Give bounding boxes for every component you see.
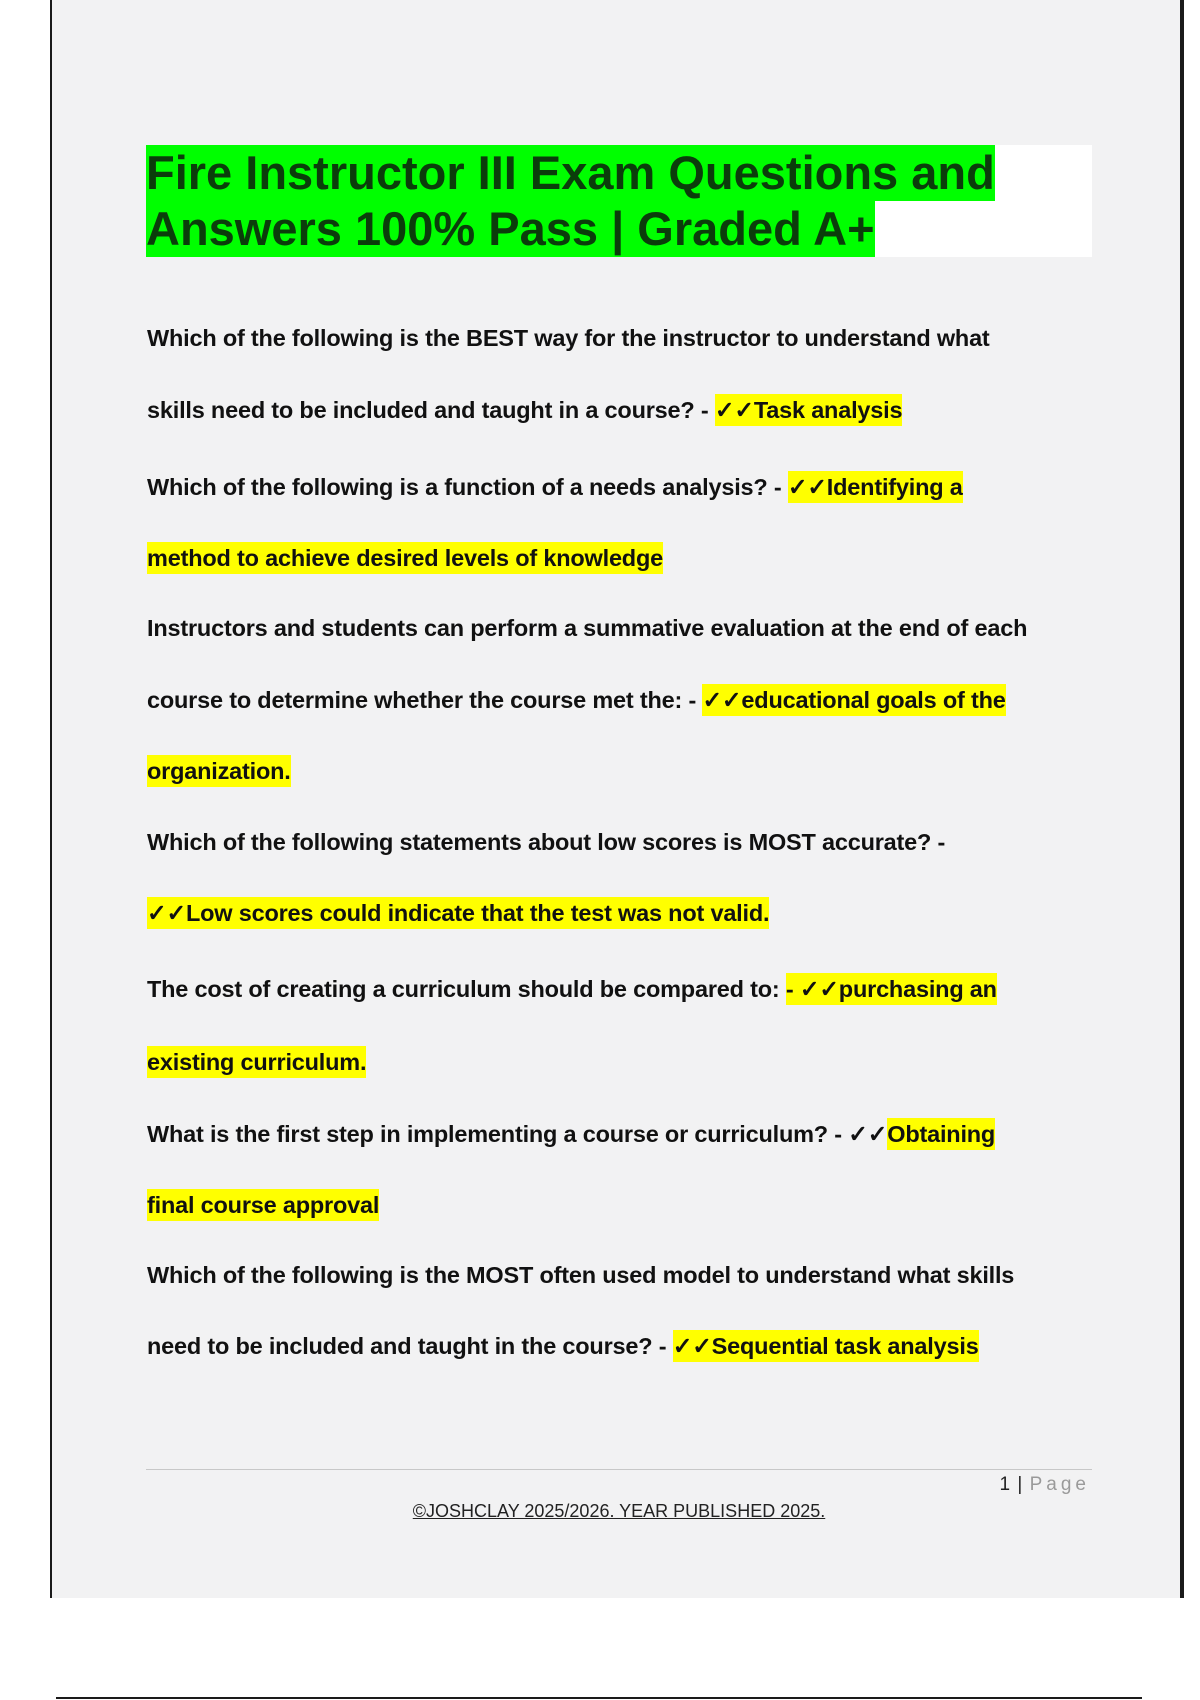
copyright-notice: ©JOSHCLAY 2025/2026. YEAR PUBLISHED 2025. [412,1501,826,1521]
question-text: What is the first step in implementing a course or curriculum? - ✓✓ [147,1121,888,1147]
page-number-separator: | [1017,1474,1024,1495]
qa-line [147,1185,379,1225]
answer-highlight: final course approval [147,1189,379,1221]
question-text: course to determine whether the course met the: - [147,687,703,713]
answer-highlight: ✓✓Low scores could indicate that the test was not valid. [147,897,769,929]
document-title [146,145,1092,257]
footer-divider [146,1469,1092,1470]
qa-line [147,467,963,507]
answer-highlight: ✓✓Task analysis [715,394,903,426]
answer-highlight: existing curriculum. [147,1046,366,1078]
title-line-2: Answers 100% Pass | Graded A+ [146,202,875,255]
qa-line [147,1042,366,1082]
answer-highlight: ✓✓Sequential task analysis [673,1330,979,1362]
page-word: Page [1029,1474,1090,1495]
question-text: Which of the following is the BEST way for the instructor to understand what [147,325,990,351]
answer-highlight: ✓✓Identifying a [788,471,963,503]
question-text: Instructors and students can perform a summative evaluation at the end of each [147,615,1028,641]
qa-line [147,893,769,933]
document-page [50,0,1184,1598]
question-text: skills need to be included and taught in a course? - [147,397,715,423]
bottom-divider [56,1697,1142,1699]
question-text: Which of the following is a function of a needs analysis? - [147,474,788,500]
qa-line [147,1114,995,1154]
page-number [1000,1474,1090,1496]
qa-line [147,969,997,1009]
answer-highlight: ✓✓educational goals of the [702,684,1005,716]
question-text: need to be included and taught in the course? - [147,1333,673,1359]
qa-line [147,1326,979,1366]
answer-highlight: - ✓✓purchasing an [786,973,997,1005]
title-line-1: Fire Instructor III Exam Questions and [146,146,995,199]
qa-line [147,680,1006,720]
qa-line [147,751,291,791]
page-number-value: 1 [999,1474,1012,1495]
question-text: Which of the following is the MOST often used model to understand what skills [147,1262,1015,1288]
answer-highlight: method to achieve desired levels of knowledge [147,542,663,574]
question-text: Which of the following statements about low scores is MOST accurate? - [147,829,946,855]
answer-highlight: organization. [147,755,291,787]
qa-line [147,538,663,578]
question-text: The cost of creating a curriculum should be compared to: [147,976,786,1002]
answer-highlight: Obtaining [887,1118,995,1150]
qa-line [147,390,902,430]
